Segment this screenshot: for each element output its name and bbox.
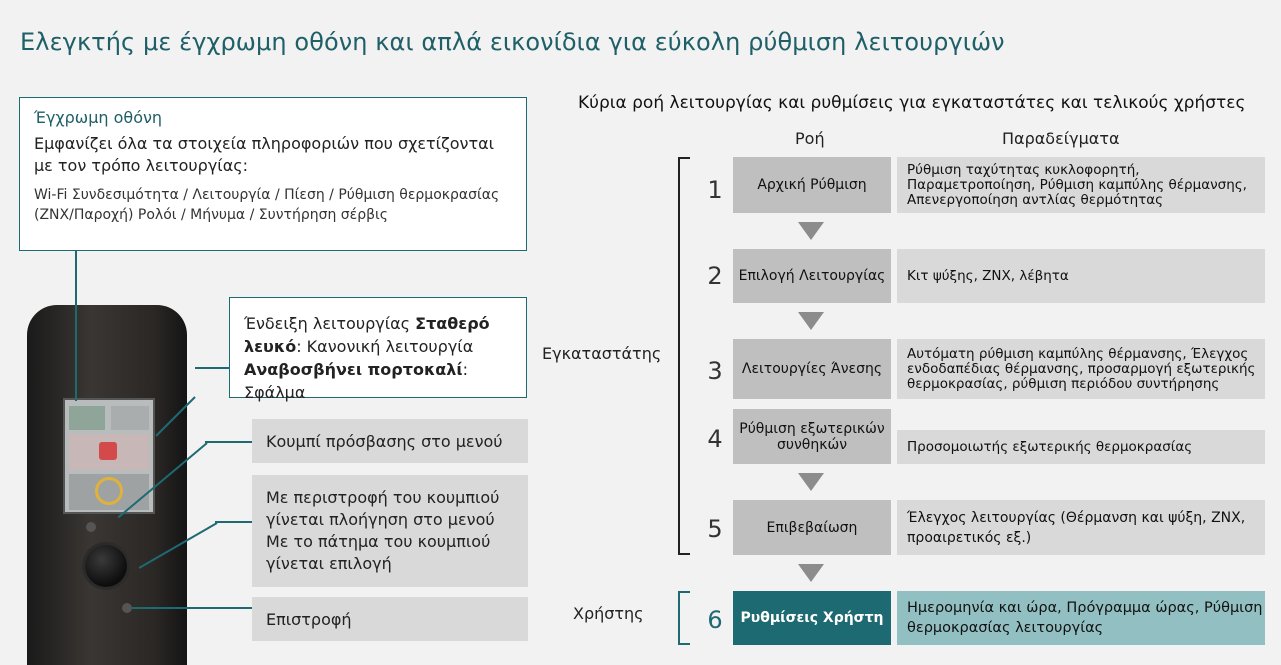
dial-connector-line [215,521,252,523]
examples-column-header: Παραδείγματα [1002,129,1120,148]
user-label: Χρήστης [573,604,644,623]
step-example: Αυτόματη ρύθμιση καμπύλης θέρμανσης, Έλεγχος ενδοδαπέδιας θέρμανσης, προσαρμογή εξωτερικής θερμοκρασίας, ρύθμιση περιόδου συντήρησης [897,339,1265,399]
indicator-connector-line [195,367,229,369]
dial-callout [252,475,528,587]
screen-connector-line [75,251,77,401]
step-number: 5 [707,515,723,543]
menu-button-callout: Κουμπί πρόσβασης στο μενού [252,419,528,463]
screen-heading: Έγχρωμη οθόνη [34,108,163,127]
wifi-icon [69,406,105,430]
indicator-blink: Αναβοσβήνει πορτοκαλί [244,360,463,379]
temperature-icon [69,474,149,510]
screen-items: Wi-Fi Συνδεσιμότητα / Λειτουργία / Πίεση / Ρύθμιση θερμοκρασίας (ZNX/Παροχή) Ρολόι / Μήνυμα / Συντήρηση σέρβις [34,187,500,223]
installer-label: Εγκαταστάτης [542,344,662,363]
indicator-normal: : Κανονική λειτουργία [296,337,474,356]
mode-icon [111,406,149,430]
step-example: Κιτ ψύξης, ZNX, λέβητα [897,249,1265,303]
user-settings-step: Ρυθμίσεις Χρήστη [733,591,891,645]
heating-icon [69,434,149,470]
menu-connector-line [205,441,252,443]
indicator-steady: Σταθερό [415,314,490,333]
dial-line-2: γίνεται πλοήγηση στο μενού [266,510,495,529]
indicator-info-box [229,297,527,402]
down-arrow-icon [798,312,824,330]
indicator-fault: : Σφάλμα [244,360,469,402]
step-box: Επιλογή Λειτουργίας [733,249,891,303]
indicator-prefix: Ένδειξη λειτουργίας [244,314,416,333]
back-connector-line [132,607,252,609]
flow-title: Κύρια ροή λειτουργίας και ρυθμίσεις για εγκαταστάτες και τελικούς χρήστες [578,93,1246,113]
screen-description: Εμφανίζει όλα τα στοιχεία πληροφοριών που σχετίζονται με τον τρόπο λειτουργίας: [34,134,495,175]
back-button-dot[interactable] [122,603,132,613]
indicator-white: λευκό [244,337,297,356]
page-title: Ελεγκτής με έγχρωμη οθόνη και απλά εικονίδια για εύκολη ρύθμιση λειτουργιών [20,28,1005,56]
menu-button-dot[interactable] [86,522,96,532]
step-box: Ρύθμιση εξωτερικών συνθηκών [733,409,891,464]
user-bracket [678,591,690,645]
user-settings-example: Ημερομηνία και ώρα, Πρόγραμμα ώρας, Ρύθμιση θερμοκρασίας λειτουργίας [897,591,1265,645]
back-callout: Επιστροφή [252,597,528,641]
step-number: 3 [707,357,723,385]
dial-line-1: Με περιστροφή του κουμπιού [266,488,500,507]
flow-column-header: Ροή [795,129,825,148]
down-arrow-icon [798,564,824,582]
dial-line-3: Με το πάτημα του κουμπιού [266,532,491,551]
screen-info-box [19,97,527,251]
step-number: 2 [707,262,723,290]
step-example: Έλεγχος λειτουργίας (Θέρμανση και ψύξη, ZNX, προαιρετικός εξ.) [897,500,1265,555]
dial-line-4: γίνεται επιλογή [266,554,392,573]
down-arrow-icon [798,222,824,240]
down-arrow-icon [798,473,824,491]
step-number: 6 [707,606,723,634]
rotary-knob[interactable] [85,545,127,587]
step-number: 4 [707,425,723,453]
step-box: Λειτουργίες Άνεσης [733,339,891,399]
installer-bracket [678,157,690,555]
step-example: Προσομοιωτής εξωτερικής θερμοκρασίας [897,430,1265,464]
step-example: Ρύθμιση ταχύτητας κυκλοφορητή, Παραμετροποίηση, Ρύθμιση καμπύλης θέρμανσης, Απενεργοποίηση αντλίας θερμότητας [897,157,1265,213]
step-number: 1 [707,176,723,204]
step-box: Επιβεβαίωση [733,500,891,555]
step-box: Αρχική Ρύθμιση [733,157,891,213]
